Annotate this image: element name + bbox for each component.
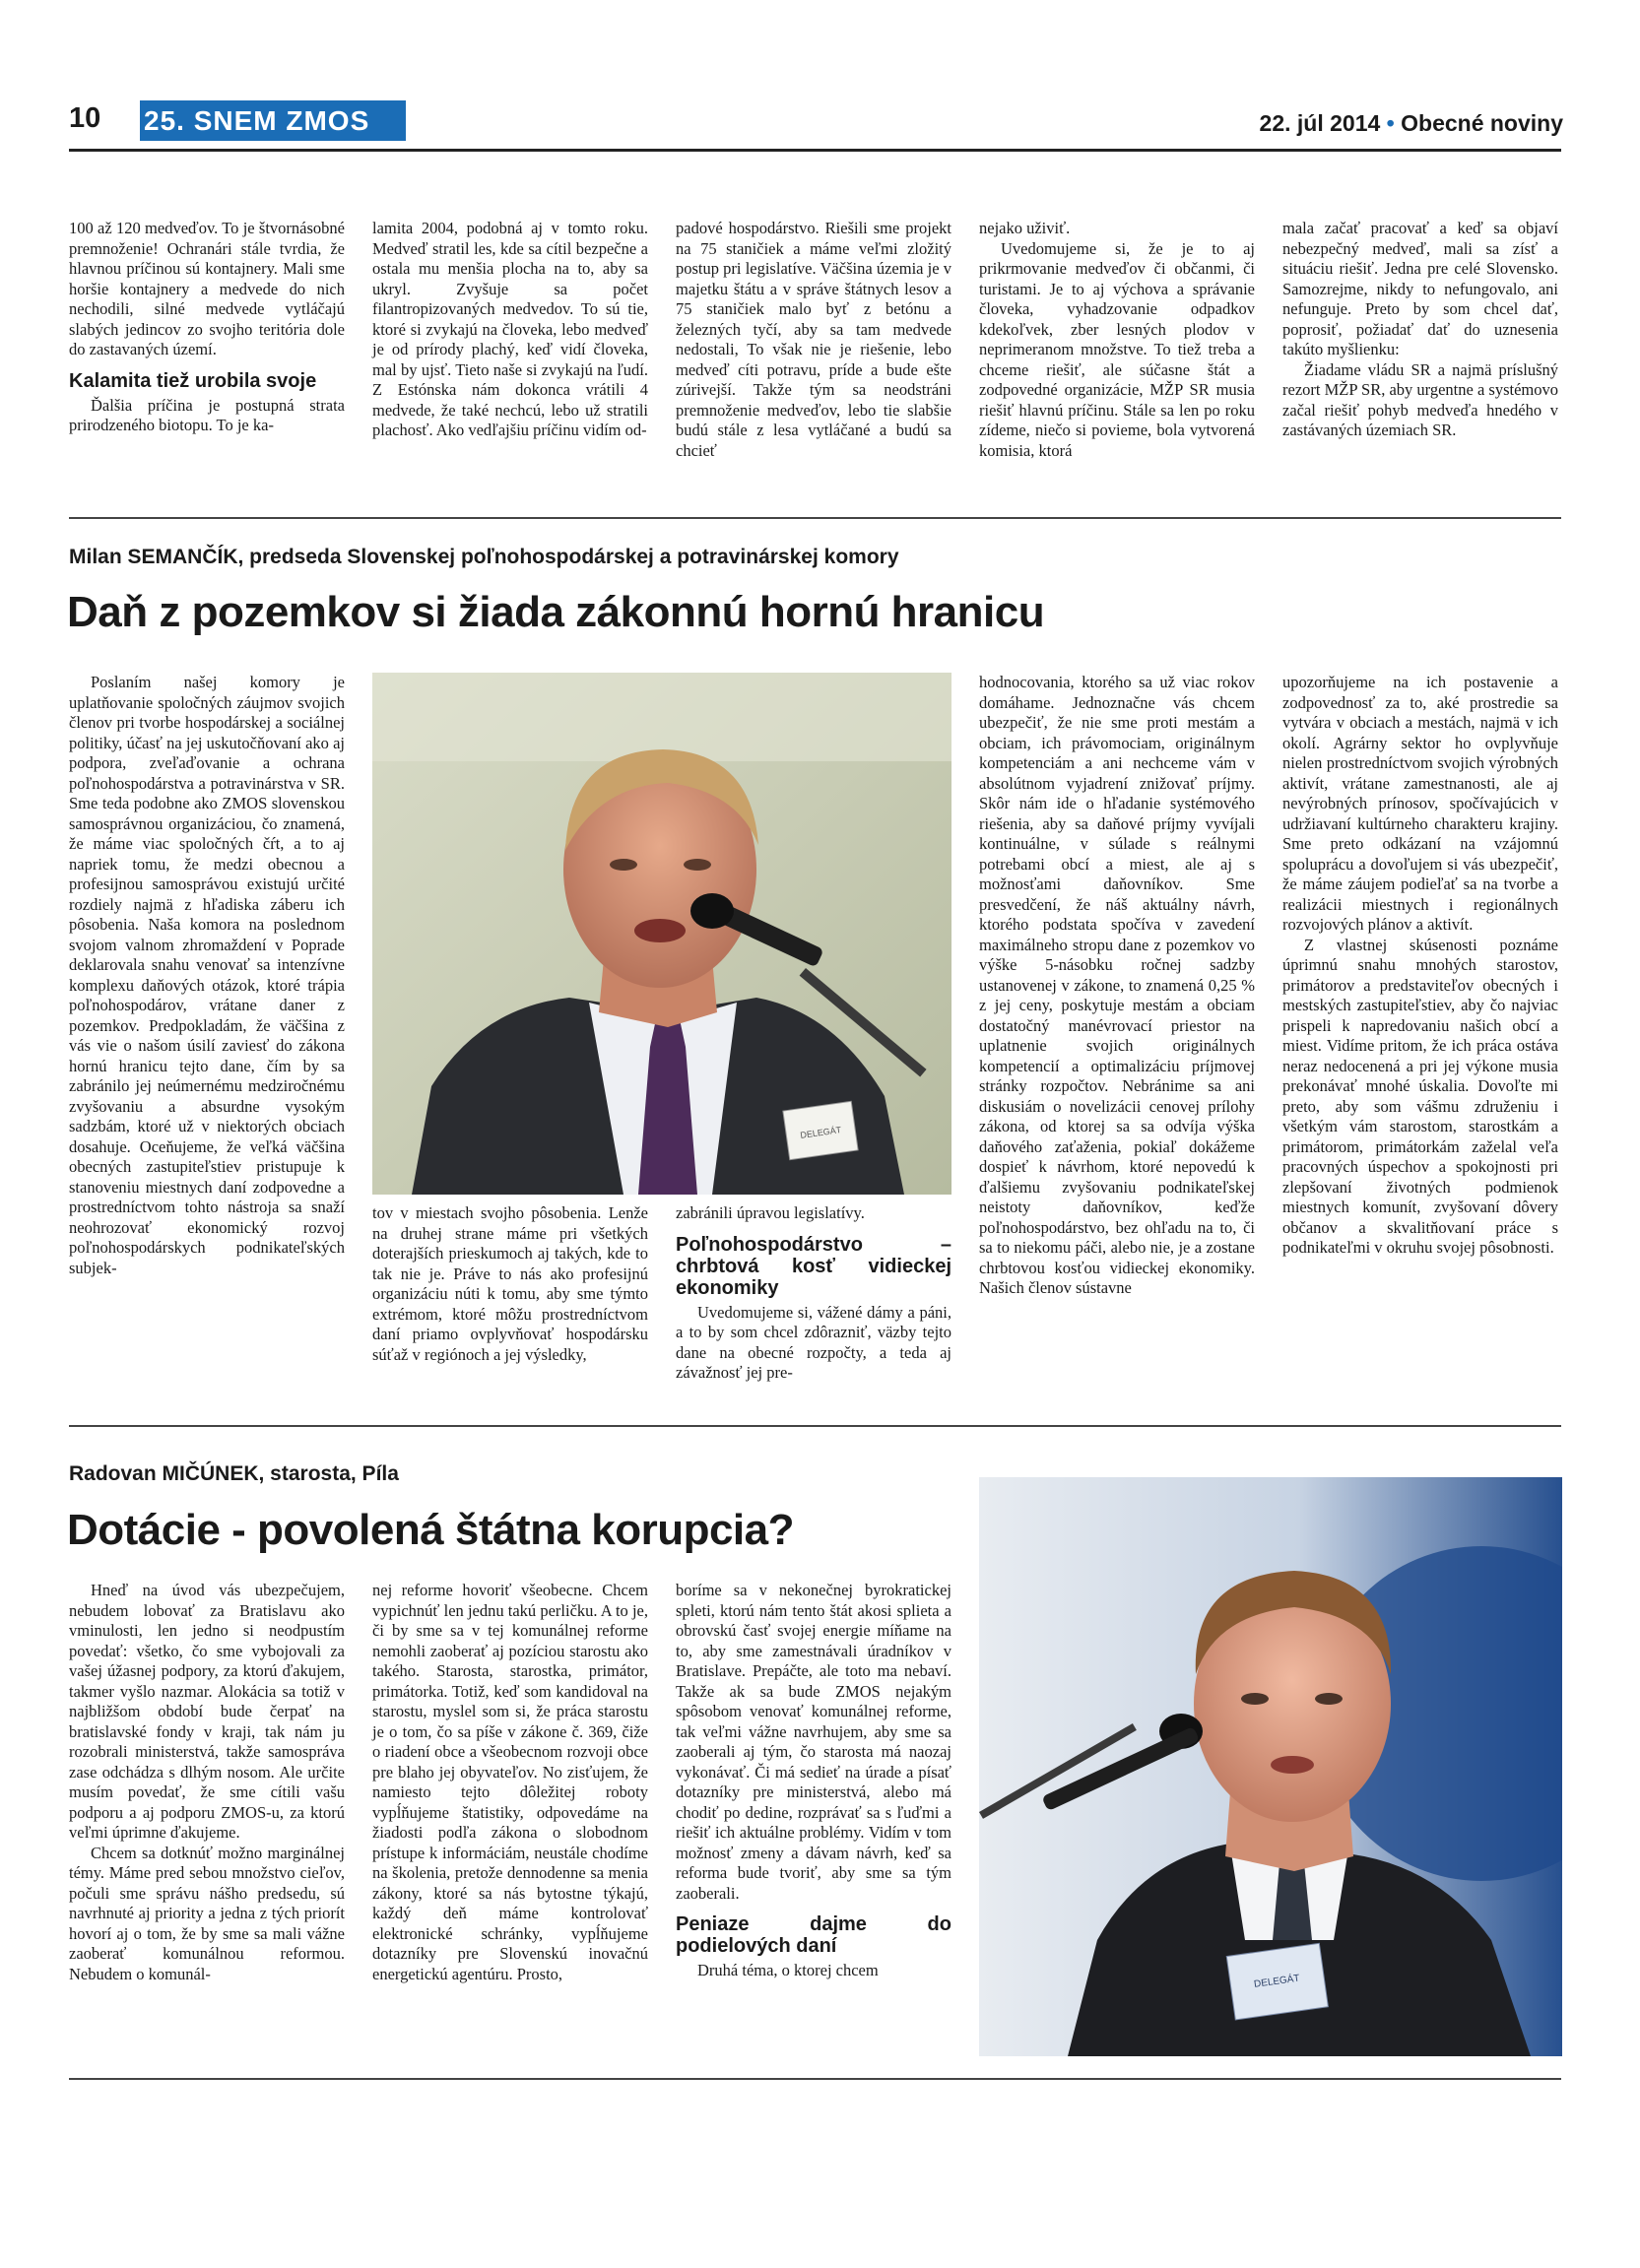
article2-column-3: [676, 1581, 951, 1981]
article1-column-4: [979, 673, 1255, 1299]
article2-column-2: [372, 1581, 648, 1984]
paragraph: Žiadame vládu SR a najmä príslušný rezort MŽP SR, aby urgentne a systémovo začal riešiť pohyb medveďa hnedého v zastávaných územiach SR.: [1282, 359, 1559, 439]
paragraph: zabránili úpravou legislatívy.: [676, 1203, 865, 1222]
paragraph: Uvedomujeme si, že je to aj prikrmovanie medveďov či občanmi, či turistami. Je to aj výchova a správanie človeka, vyhadzovanie odpadkov kdekoľvek, zber lesných plodov v neprimeranom množstve. To tiež treba a chceme riešiť, ale súčasne štát a zodpovedné organizácie, MŽP SR musia riešiť hlavnú príčinu. Stále sa len po roku zídeme, niečo si povieme, bola vytvorená komisia, ktorá: [979, 238, 1255, 460]
paragraph: mala začať pracovať a keď sa objaví nebezpečný medveď, mali sa zísť a situáciu riešiť. Jedna pre celé Slovensko. Samozrejme, nikdy to nefungovalo, ani nefunguje. Preto by som chcel dať, poprosiť, požiadať dať do uznesenia takúto myšlienku:: [1282, 219, 1558, 358]
paragraph: Druhá téma, o ktorej chcem: [697, 1961, 879, 1979]
article2-photo: [979, 1477, 1562, 2056]
section-divider: [69, 1425, 1561, 1427]
paragraph: Z vlastnej skúsenosti poznáme úprimnú snahu mnohých starostov, primátorov a predstaviteľov obecných i mestských zastupiteľstiev, aby čo najviac prispeli k napredovaniu našich obcí a miest. Vidíme pritom, že ich práca ostáva neraz nedocenená a pri jej výkone musia prekonávať mnohé úskalia. Dovoľte mi preto, aby som vášmu združeniu i všetkým vám starostom, starostkám a primátorom, primátorkám zaželal veľa pracovných úspechov a spokojnosti pri zlepšovaní životných podmienok miestnych komunít, zvyšovaní dôvery občanov a skvalitňovaní práce s podnikateľmi v okruhu svojej pôsobnosti.: [1282, 935, 1558, 1257]
article1-column-5: [1282, 673, 1558, 1259]
section-title: 25. SNEM ZMOS: [140, 100, 406, 141]
paragraph: padové hospodárstvo. Riešili sme projekt na 75 staničiek a máme veľmi zložitý postup pri legislatíve. Väčšina územia je v majetku štátu a v správe štátnych lesov a 75 staničiek malo byť z betónu a železných tyčí, aby sa tam medvede nedostali, To však nie je riešenie, lebo medveď cíti potravu, príde a bude ešte zúrivejší. Takže tým sa neodstráni premnoženie medveďov, lebo tie slabšie budú stále z lesa vytláčané a budú sa chcieť: [676, 219, 951, 460]
paragraph: Hneď na úvod vás ubezpečujem, nebudem lobovať za Bratislavu ako vminulosti, len jedno si neodpustím povedať: všetko, čo sme vybojovali za vašej úžasnej podpory, za ktorú ďakujem, takmer vyšlo nazmar. Alokácia sa totiž v najbližšom období bude čerpať na bratislavské fondy v kraji, tak nám ju rozobrali ministerstvá, takže samospráva zase odchádza s dlhým nosom. Ale určite musím povedať, že sme cítili vašu podporu a aj podporu ZMOS-u, za ktorú veľmi úprimne ďakujeme.: [69, 1581, 345, 1842]
article1-column-3: [676, 1203, 951, 1384]
article1-byline: Milan SEMANČÍK, predseda Slovenskej poľnohospodárskej a potravinárskej komory: [69, 546, 899, 568]
paragraph: upozorňujeme na ich postavenie a zodpovednosť za to, aké prostredie sa vytvára v obciach a mestách, najmä v ich okolí. Agrárny sektor ho ovplyvňuje nielen prostredníctvom svojich výrobných aktivít, vrátane zamestnanosti, ale aj nevýrobných prínosov, spočívajúcich v udržiavaní kultúrneho charakteru krajiny. Sme preto odkázaní na vzájomnú spoluprácu a dovoľujem si vás ubezpečiť, že máme záujem podieľať sa na tvorbe a realizácii miestnych i regionálnych rozvojových plánov a aktivít.: [1282, 673, 1558, 934]
badge-text: DELEGÁT: [799, 1125, 842, 1140]
badge-text: DELEGÁT: [1253, 1973, 1301, 1990]
paragraph: boríme sa v nekonečnej byrokratickej spleti, ktorú nám tento štát akosi splieta a obrovskú časť svojej energie míňame na to, aby sme zamestnávali úradníkov v Bratislave. Prepáčte, ale toto ma nebaví. Takže ak sa bude ZMOS nejakým spôsobom venovať komunálnej reforme, tak veľmi vážne navrhujem, aby sme sa zaoberali aj tým, čo starosta má naozaj vykonávať. Či má sedieť na úrade a písať dotazníky pre ministerstvá, alebo má chodiť po dedine, rozprávať sa s ľuďmi a riešiť ich aktuálne problémy. Vidím v tom možnosť zmeny a dávam návrh, keď sa reforma bude tvoriť, aby sme sa tým zaoberali.: [676, 1581, 951, 1903]
bottom-rule: [69, 2078, 1561, 2080]
page-number: 10: [69, 102, 101, 134]
top-column-1: [69, 219, 345, 436]
top-column-4: [979, 219, 1255, 461]
paragraph: hodnocovania, ktorého sa už viac rokov domáhame. Jednoznačne vás chcem ubezpečiť, že nie sme proti mestám a obciam, ich právomociam, originálnym kompetenciám a ani nechceme vám v absolútnom vyjadrení znižovať príjmy. Skôr nám ide o hľadanie systémového riešenia, aby sa daňové príjmy vyvíjali kontinuálne, v súlade s reálnymi potrebami obcí a miest, ale aj s možnosťami daňovníkov. Sme presvedčení, že náš aktuálny návrh, ktorého podstata spočíva v zavedení maximálneho stropu dane z pozemkov vo výške 5-násobku ročnej sadzby ustanovenej v zákone, to znamená 0,25 % z jej ceny, poskytuje mestám a obciam dostatočný manévrovací priestor na uplatnenie svojich originálnych kompetencií a optimalizáciu príjmovej stránky rozpočtov. Nebránime sa ani diskusiám o novelizácii cenovej prílohy zákona, od ktorej sa sa odvíja výška daňového zaťaženia, pokiaľ dokážeme dospieť k návrhom, ktoré nepovedú k ďalšiemu zvyšovaniu podnikateľskej neistoty daňovníkov, keďže poľnohospodárstvo, bez ohľadu na to, či sa to niekomu páči, alebo nie, je a zostane chrbtovou kosťou vidieckej ekonomiky. Našich členov sústavne: [979, 673, 1255, 1297]
speaker-photo-illustration: [979, 1477, 1562, 2056]
top-column-5: [1282, 219, 1558, 441]
subheading: Kalamita tiež urobila svoje: [69, 369, 317, 392]
article2-byline: Radovan MIČÚNEK, starosta, Píla: [69, 1462, 399, 1485]
article2-column-1: [69, 1581, 345, 1984]
separator-bullet: •: [1386, 110, 1395, 136]
paragraph: Chcem sa dotknúť možno marginálnej témy. Máme pred sebou množstvo cieľov, počuli sme správu nášho predsedu, sú navrhnuté aj priority a jedna z tých priorít hovorí aj o tom, že by sme sa mali vážne zaoberať komunálnou reformou. Nebudem o komunál-: [69, 1843, 345, 1983]
article1-headline: Daň z pozemkov si žiada zákonnú hornú hranicu: [67, 588, 1045, 636]
publication-name: Obecné noviny: [1401, 110, 1563, 136]
paragraph: tov v miestach svojho pôsobenia. Lenže na druhej strane máme pri všetkých doterajších prieskumoch aj takých, kde to tak nie je. Práve to nás ako profesijnú organizáciu núti k tomu, aby sme týmto extrémom, ktoré môžu prostredníctvom daní priamo ovplyvňovať hospodársku súťaž v regiónoch a jej výsledky,: [372, 1203, 648, 1364]
paragraph: Ďalšia príčina je postupná strata prirodzeného biotopu. To je ka-: [69, 395, 345, 434]
article2-headline: Dotácie - povolená štátna korupcia?: [67, 1506, 794, 1554]
top-column-2: [372, 219, 648, 441]
top-column-3: [676, 219, 951, 461]
paragraph: nejako uživiť.: [979, 219, 1071, 237]
article1-photo: [372, 673, 951, 1195]
paragraph: Poslaním našej komory je uplatňovanie spoločných záujmov svojich členov pri tvorbe hospodárskej a sociálnej politiky, účasť na jej uskutočňovaní ako aj podpora, zveľaďovanie a ochrana poľnohospodárstva a potravinárstva v SR. Sme teda podobne ako ZMOS slovenskou samosprávnou organizáciou, čo znamená, že máme viac spoločných čŕt, a to aj napriek tomu, že medzi obecnou a profesijnou samosprávou existujú určité rozdiely najmä z hľadiska záberu ich pôsobenia. Naša komora na poslednom svojom valnom zhromaždení v Poprade deklarovala snahu venovať sa intenzívne komplexu daňových otázok, ktoré trápia poľnohospodárov, vrátane daner z pozemkov. Predpokladám, že väčšina z vás vie o našom úsilí zaviesť do zákona hornú hranicu tejto dane, čím by sa zabránilo jej neúmernému medziročnému zvyšovaniu a absurdne vysokým sadzbám, ktoré už v niektorých obciach dosahuje. Oceňujeme, že veľká väčšina obecných zastupiteľstiev pristupuje k stanoveniu miestnych daní zodpovedne a prostredníctvom tohto nástroja sa snaží neohrozovať ekonomický rozvoj poľnohospodárskych podnikateľských subjek-: [69, 673, 345, 1277]
header-rule: [69, 149, 1561, 152]
issue-date: 22. júl 2014: [1259, 110, 1381, 136]
subheading: Peniaze dajme do podielových daní: [676, 1913, 951, 1957]
article1-column-1: [69, 673, 345, 1278]
article1-column-2: [372, 1203, 648, 1365]
subheading: Poľnohospodárstvo – chrbtová kosť vidieckej ekonomiky: [676, 1233, 951, 1299]
paragraph: Uvedomujeme si, vážené dámy a páni, a to by som chcel zdôrazniť, väzby tejto dane na obecné rozpočty, a teda aj závažnosť jej pre-: [676, 1302, 951, 1382]
section-divider: [69, 517, 1561, 519]
issue-info: [1260, 110, 1563, 137]
speaker-photo-illustration: [372, 673, 951, 1195]
paragraph: lamita 2004, podobná aj v tomto roku. Medveď stratil les, kde sa cítil bezpečne a ostala mu menšia plocha na to, aby sa ukryl. Zvyšuje sa počet filantropizovaných medvedov. To sú tie, ktoré si zvykajú na človeka, lebo medveď je od prírody plachý, keď vidí človeka, mal by ujsť. Tieto naše si zvykajú na ľudí. Z Estónska nám dokonca vrátili 4 medvede, že také nechcú, lebo už stratili plachosť. Ako vedľajšiu príčinu vidím od-: [372, 219, 648, 439]
paragraph: nej reforme hovoriť všeobecne. Chcem vypichnúť len jednu takú perličku. A to je, či by sme sa v tej komunálnej reforme nemohli zaoberať aj pozíciou starostu ako takého. Starosta, starostka, primátor, primátorka. Totiž, keď som kandidoval na starostu, myslel som si, že práca starostu je o tom, čo sa píše v zákone č. 369, čiže o riadení obce a všeobecnom rozvoji obce pre blaho jej obyvateľov. No zisťujem, že namiesto tejto dôležitej roboty vypĺňujeme štatistiky, odpovedáme na žiadosti podľa zákona o slobodnom prístupe k informáciám, neustále chodíme na školenia, pretože dennodenne sa menia zákony, ktoré sa nás bytostne týkajú, každý deň máme kontrolovať elektronické schránky, vypĺňujeme dotazníky pre Slovenskú inovačnú energetickú agentúru. Prosto,: [372, 1581, 648, 1983]
paragraph: 100 až 120 medveďov. To je štvornásobné premnoženie! Ochranári stále tvrdia, že hlavnou príčinou sú kontajnery. Mali sme horšie kontajnery a medvede do nich nechodili, silné medvede vytláčajú slabých jedincov zo svojho teritória dole do zastavaných území.: [69, 219, 345, 358]
